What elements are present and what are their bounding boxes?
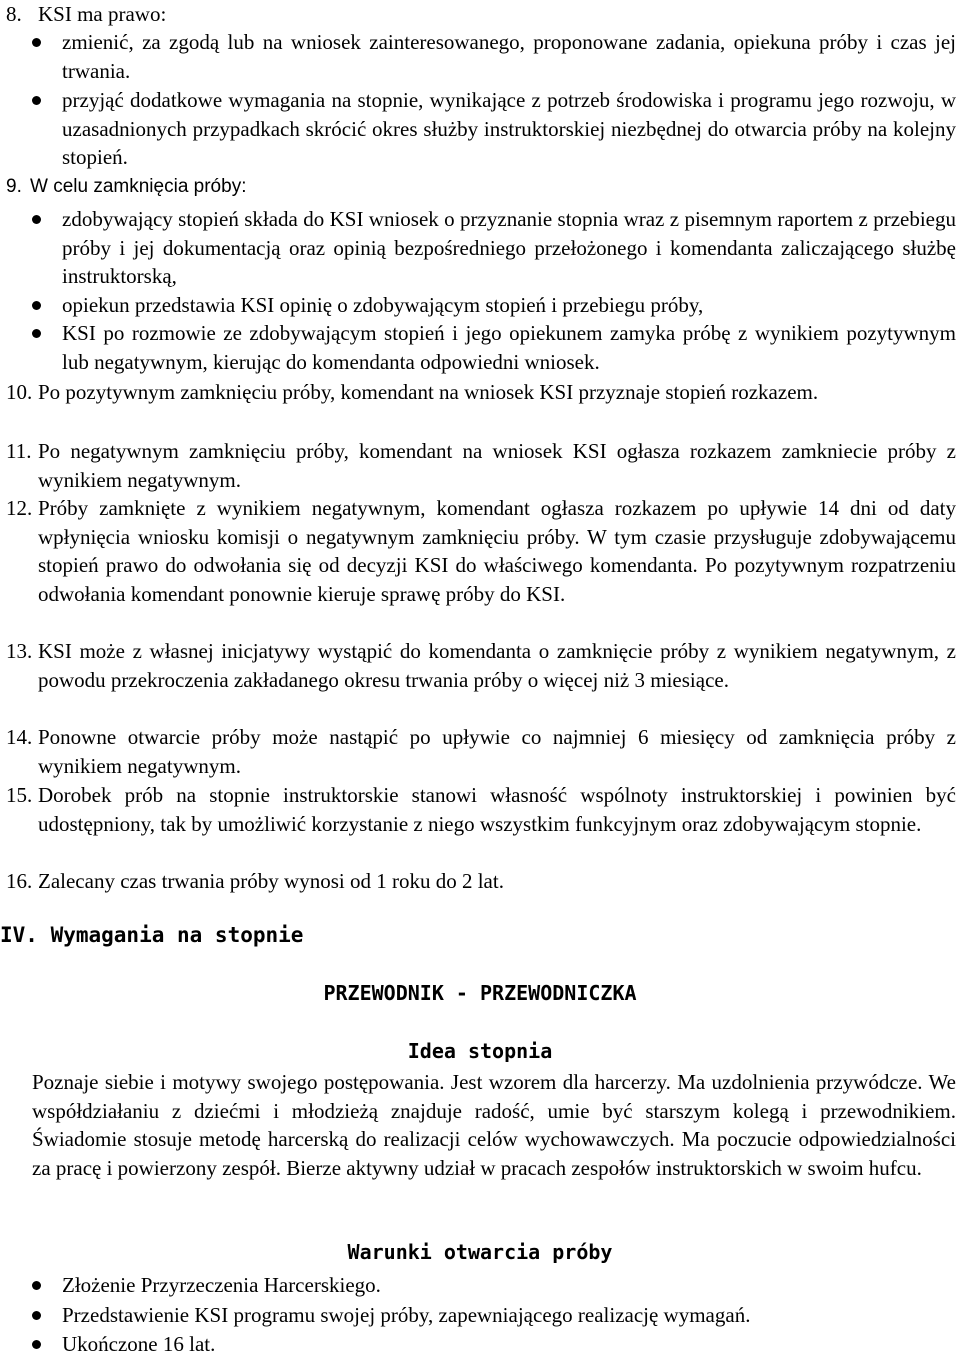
idea-paragraph: Poznaje siebie i motywy swojego postępowania. Jest wzorem dla harcerzy. Ma uzdolnienia przywódcze. We współdziałaniu z dziećmi i młodzieżą znajduje radość, umie być starszym kolegą i przewodnikiem. Świadomie stosuje metodę harcerską do realizacji celów wychowawczych. Ma poczucie odpowiedzialności za pracę i powierzony zespół. Bierze aktywny udział w pracach zespołów instruktorskich w swoim hufcu. [32, 1070, 956, 1180]
list-item-13 [6, 637, 956, 694]
item-text: Po pozytywnym zamknięciu próby, komendant na wniosek KSI przyznaje stopień rozkazem. [38, 380, 819, 404]
list-item-11 [6, 437, 956, 494]
bullet-text: zdobywający stopień składa do KSI wniosek o przyznanie stopnia wraz z pisemnym raportem z przebiegu próby i jej dokumentacją oraz opinią bezpośredniego przełożonego i komendanta zaliczającego służbę instruktorską, [62, 207, 956, 288]
bullet-item [32, 1330, 956, 1359]
bullet-icon [32, 1281, 41, 1290]
bullet-icon [32, 301, 41, 310]
bullet-text: zmienić, za zgodą lub na wniosek zainteresowanego, proponowane zadania, opiekuna próby i czas jej trwania. [62, 30, 956, 83]
item-text: KSI może z własnej inicjatywy wystąpić do komendanta o zamknięcie próby z wynikiem negatywnym, z powodu przekroczenia zakładanego okresu trwania próby o więcej niż 3 miesiące. [38, 639, 956, 692]
bullet-icon [32, 38, 41, 47]
item-text: Próby zamknięte z wynikiem negatywnym, komendant ogłasza rozkazem po upływie 14 dni od daty wpłynięcia wniosku komisji o negatywnym zamknięciu próby. W tym czasie przysługuje zdobywającemu stopień prawo do odwołania się od decyzji KSI do właściwego komendanta. Po pozytywnym rozpatrzeniu odwołania komendant ponownie kieruje sprawę próby do KSI. [38, 496, 956, 606]
bullet-text: Złożenie Przyrzeczenia Harcerskiego. [62, 1273, 381, 1297]
item-number: 15. [6, 783, 33, 807]
conditions-title: Warunki otwarcia próby [347, 1240, 613, 1264]
list-item-14 [6, 723, 956, 780]
section-heading: IV. Wymagania na stopnie [0, 923, 304, 947]
bullet-icon [32, 1311, 41, 1320]
bullet-item [32, 1271, 956, 1300]
item-text: W celu zamknięcia próby: [30, 176, 247, 197]
bullet-icon [32, 215, 41, 224]
bullet-text: przyjąć dodatkowe wymagania na stopnie, wynikające z potrzeb środowiska i programu jego rozwoju, w uzasadnionych przypadkach skrócić okres służby instruktorskiej niezbędnej do otwarcia próby na kolejny stopień. [62, 88, 956, 169]
bullet-item [32, 86, 956, 172]
item-number: 9. [6, 176, 22, 197]
list-item-10 [6, 378, 956, 407]
item-number: 10. [6, 380, 33, 404]
item-text: KSI ma prawo: [38, 2, 167, 26]
bullet-item [32, 319, 956, 376]
bullet-text: Przedstawienie KSI programu swojej próby, zapewniającego realizację wymagań. [62, 1303, 751, 1327]
rank-title: PRZEWODNIK - PRZEWODNICZKA [323, 981, 637, 1005]
list-item-9 [6, 173, 956, 202]
list-item-15 [6, 781, 956, 838]
item-number: 13. [6, 639, 33, 663]
item-number: 11. [6, 439, 32, 463]
item-number: 14. [6, 725, 33, 749]
list-item-12 [6, 494, 956, 608]
bullet-icon [32, 1340, 41, 1349]
idea-title: Idea stopnia [407, 1039, 553, 1063]
item-text: Po negatywnym zamknięciu próby, komendant na wniosek KSI ogłasza rozkazem zamkniecie próby z wynikiem negatywnym. [38, 439, 956, 492]
item-text: Zalecany czas trwania próby wynosi od 1 roku do 2 lat. [38, 869, 504, 893]
bullet-icon [32, 96, 41, 105]
bullet-text: KSI po rozmowie ze zdobywającym stopień i jego opiekunem zamyka próbę z wynikiem pozytywnym lub negatywnym, kierując do komendanta odpowiedni wniosek. [62, 321, 956, 374]
item-text: Dorobek prób na stopnie instruktorskie stanowi własność wspólnoty instruktorskiej i powinien być udostępniony, tak by umożliwić korzystanie z niego wszystkim funkcyjnym oraz zdobywającym stopnie. [38, 783, 956, 836]
item-text: Ponowne otwarcie próby może nastąpić po upływie co najmniej 6 miesięcy od zamknięcia próby z wynikiem negatywnym. [38, 725, 956, 778]
item-number: 8. [6, 2, 22, 26]
list-item-16 [6, 867, 956, 896]
list-item-8 [6, 0, 956, 29]
bullet-item [32, 291, 956, 320]
item-number: 16. [6, 869, 33, 893]
item-number: 12. [6, 496, 33, 520]
bullet-item [32, 28, 956, 85]
bullet-text: Ukończone 16 lat. [62, 1332, 216, 1356]
bullet-item [32, 205, 956, 291]
bullet-icon [32, 329, 41, 338]
bullet-text: opiekun przedstawia KSI opinię o zdobywającym stopień i przebiegu próby, [62, 293, 704, 317]
bullet-item [32, 1301, 956, 1330]
